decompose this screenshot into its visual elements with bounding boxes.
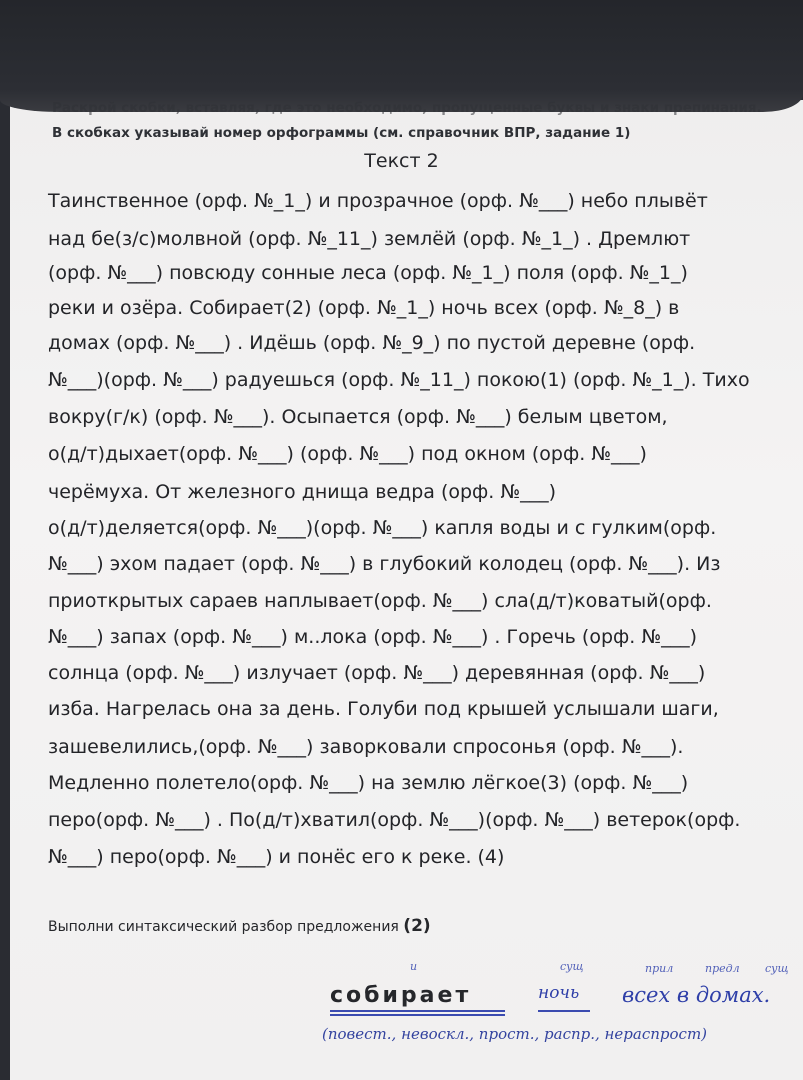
- instruction-line-2: В скобках указывай номер орфограммы (см. справочник ВПР, задание 1): [52, 125, 631, 141]
- subject-underline: [538, 1010, 590, 1012]
- annotation-adjective: прил: [645, 962, 674, 975]
- text-line: приоткрытых сараев наплывает(орф. №___) сла(д/т)коватый(орф.: [48, 590, 712, 612]
- predicate-underline-2: [330, 1014, 505, 1016]
- annotation-noun-1: сущ: [560, 960, 584, 973]
- sentence-characteristics: (повест., невоскл., прост., распр., нераспрост): [322, 1025, 708, 1043]
- annotation-noun-2: сущ: [765, 962, 789, 975]
- text-line: №___) запах (орф. №___) м..лока (орф. №___) . Горечь (орф. №___): [48, 626, 698, 648]
- parse-word-predicate: собирает: [330, 983, 472, 1008]
- text-line: о(д/т)дыхает(орф. №___) (орф. №___) под окном (орф. №___): [48, 443, 647, 465]
- text-line: Таинственное (орф. №_1_) и прозрачное (орф. №___) небо плывёт: [48, 190, 708, 212]
- text-line: над бе(з/с)молвной (орф. №_11_) землёй (орф. №_1_) . Дремлют: [48, 228, 691, 250]
- text-line: (орф. №___) повсюду сонные леса (орф. №_1_) поля (орф. №_1_): [48, 262, 688, 284]
- syntax-task: [48, 916, 431, 936]
- annotation-predicate: и: [410, 960, 418, 973]
- text-line: №___) эхом падает (орф. №___) в глубокий колодец (орф. №___). Из: [48, 553, 721, 575]
- text-line: №___) перо(орф. №___) и понёс его к реке. (4): [48, 846, 505, 868]
- instruction-line-1: Раскрой скобки, вставляя, где это необходимо, пропущенные буквы и знаки препинания.: [52, 100, 762, 116]
- text-line: реки и озёра. Собирает(2) (орф. №_1_) ночь всех (орф. №_8_) в: [48, 297, 680, 319]
- annotation-preposition: предл: [705, 962, 740, 975]
- text-line: №___)(орф. №___) радуешься (орф. №_11_) покою(1) (орф. №_1_). Тихо: [48, 369, 750, 391]
- text-line: перо(орф. №___) . По(д/т)хватил(орф. №___)(орф. №___) ветерок(орф.: [48, 809, 741, 831]
- parse-word-subject: ночь: [538, 983, 580, 1003]
- text-line: черёмуха. От железного днища ведра (орф. №___): [48, 481, 557, 503]
- syntax-task-label: Выполни синтаксический разбор предложения: [48, 919, 399, 935]
- text-title: Текст 2: [364, 150, 439, 172]
- text-line: домах (орф. №___) . Идёшь (орф. №_9_) по пустой деревне (орф.: [48, 332, 696, 354]
- text-line: о(д/т)деляется(орф. №___)(орф. №___) капля воды и с гулким(орф.: [48, 517, 717, 539]
- dark-background-top: [0, 0, 803, 112]
- text-line: вокру(г/к) (орф. №___). Осыпается (орф. №___) белым цветом,: [48, 406, 668, 428]
- text-line: изба. Нагрелась она за день. Голуби под крышей услышали шаги,: [48, 698, 719, 720]
- parse-word-rest: всех в домах.: [622, 983, 771, 1007]
- text-line: солнца (орф. №___) излучает (орф. №___) деревянная (орф. №___): [48, 662, 706, 684]
- predicate-underline-1: [330, 1010, 505, 1012]
- text-line: Медленно полетело(орф. №___) на землю лёгкое(3) (орф. №___): [48, 772, 689, 794]
- syntax-task-number: (2): [403, 916, 431, 936]
- text-line: зашевелились,(орф. №___) заворковали спросонья (орф. №___).: [48, 736, 684, 758]
